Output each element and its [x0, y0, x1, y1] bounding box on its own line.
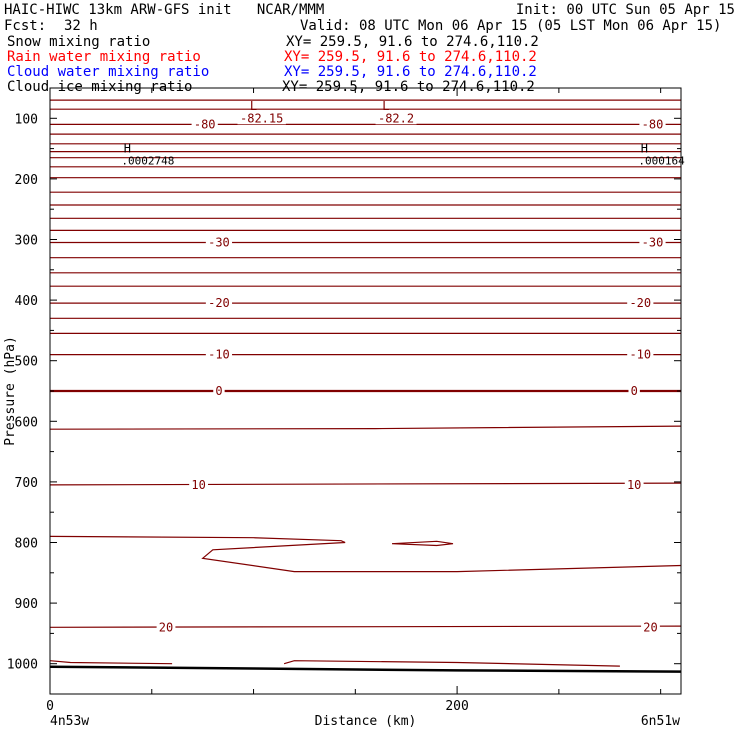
- x-axis-label: Distance (km): [314, 714, 417, 729]
- contour-label-7: -20: [629, 296, 652, 311]
- forecast-label: Fcst:: [4, 18, 47, 34]
- forecast-hour: 32 h: [64, 18, 98, 34]
- extremum-H-2: H: [123, 141, 131, 156]
- label-layer: [3, 99, 685, 729]
- contour-layer: [50, 100, 681, 672]
- init-time: Init: 00 UTC Sun 05 Apr 15: [515, 2, 735, 18]
- x-end-label-left: 4n53w: [50, 714, 90, 729]
- contour-label-5: -30: [641, 235, 664, 250]
- contour-label-0: -80: [193, 117, 216, 132]
- isotherm-26: [50, 626, 681, 627]
- x-end-label-right: 6n51w: [640, 714, 680, 729]
- y-tick-label-300: 300: [14, 233, 38, 249]
- field-xy-cloud-water: XY= 259.5, 91.6 to 274.6,110.2: [284, 64, 537, 80]
- field-xy-rain: XY= 259.5, 91.6 to 274.6,110.2: [284, 49, 537, 65]
- field-name-cloud-ice: Cloud ice mixing ratio: [7, 79, 193, 95]
- y-tick-label-600: 600: [14, 415, 38, 431]
- y-tick-label-400: 400: [14, 294, 38, 310]
- y-tick-label-700: 700: [14, 475, 38, 491]
- extremum-value-2: .0002748: [121, 154, 175, 168]
- y-tick-label-800: 800: [14, 536, 38, 552]
- contour-label-13: 10: [626, 477, 642, 492]
- contour-label-11: 0: [630, 384, 638, 398]
- isotherm-24: [50, 536, 681, 571]
- contour-label-14: 20: [158, 620, 174, 635]
- valid-time: Valid: 08 UTC Mon 06 Apr 15 (05 LST Mon 06 Apr 15): [300, 18, 722, 34]
- ground-contour: [50, 661, 172, 664]
- ground-line: [50, 667, 681, 672]
- isotherm-25: [392, 541, 453, 545]
- field-name-cloud-water: Cloud water mixing ratio: [7, 64, 210, 80]
- x-tick-label-200: 200: [445, 699, 469, 714]
- extremum-L-1: L: [382, 99, 390, 114]
- extremum-L-0: L: [249, 99, 258, 114]
- y-tick-label-900: 900: [14, 597, 38, 613]
- field-name-snow: Snow mixing ratio: [7, 34, 151, 50]
- contour-label-15: 20: [643, 620, 658, 635]
- y-tick-label-100: 100: [14, 112, 38, 128]
- field-name-rain: Rain water mixing ratio: [7, 49, 201, 65]
- y-tick-label-200: 200: [14, 172, 38, 188]
- contour-label-2: -82.15: [240, 111, 284, 126]
- extremum-H-3: H: [640, 141, 648, 156]
- isotherm-23: [50, 483, 681, 485]
- extremum-value-3: .000164: [638, 154, 685, 168]
- isotherm-27: [284, 661, 620, 666]
- y-tick-label-500: 500: [14, 354, 38, 370]
- contour-label-6: -20: [208, 296, 230, 311]
- x-tick-label-0: 0: [46, 699, 54, 714]
- contour-label-12: 10: [191, 477, 206, 492]
- contour-label-3: -82.2: [377, 111, 415, 126]
- field-xy-snow: XY= 259.5, 91.6 to 274.6,110.2: [286, 34, 539, 50]
- contour-label-10: 0: [215, 384, 223, 398]
- contour-label-9: -10: [629, 347, 652, 362]
- field-xy-cloud-ice: XY= 259.5, 91.6 to 274.6,110.2: [282, 79, 535, 95]
- y-axis-label: Pressure (hPa): [3, 336, 18, 446]
- model-title: HAIC-HIWC 13km ARW-GFS init NCAR/MMM: [4, 2, 325, 18]
- isotherm-22: [50, 426, 681, 429]
- contour-label-1: -80: [641, 117, 664, 132]
- y-tick-label-1000: 1000: [6, 657, 38, 673]
- contour-label-8: -10: [208, 347, 230, 362]
- contour-label-4: -30: [208, 235, 230, 250]
